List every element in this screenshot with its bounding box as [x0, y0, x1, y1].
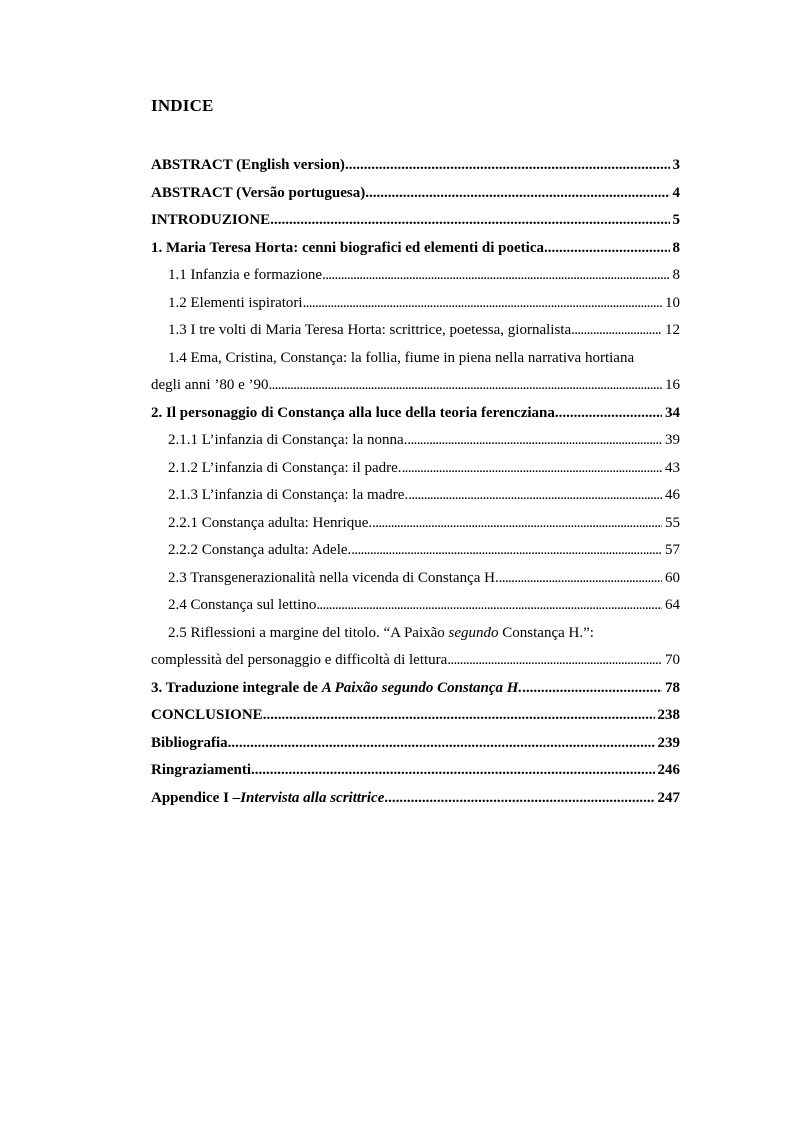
toc-entry-appendice-1: [0, 785, 793, 813]
toc-page-number: 64: [665, 597, 680, 613]
toc-entry-section-2-3: [0, 565, 793, 593]
toc-entry-abstract-portuguese: [0, 180, 793, 208]
dot-leader: [251, 757, 655, 785]
toc-entry-section-2-5-line-2: [0, 647, 793, 675]
toc-entry-text: 2.2.1 Constança adulta: Henrique.: [168, 514, 373, 531]
toc-page-number: 55: [665, 514, 680, 531]
toc-entry-text: Bibliografia: [151, 734, 228, 751]
toc-entry-ringraziamenti: [0, 757, 793, 785]
toc-page-number: 8: [672, 239, 680, 256]
toc-entry-text: 1.3 I tre volti di Maria Teresa Horta: scrittrice, poetessa, giornalista: [168, 322, 572, 338]
toc-page-number: 39: [665, 432, 680, 448]
toc-entry-text-italic: Intervista alla scrittrice: [240, 789, 385, 806]
dot-leader: [384, 785, 654, 813]
toc-entry-text: ABSTRACT (English version): [151, 157, 345, 173]
dot-leader: [263, 702, 655, 730]
dot-leader: [571, 317, 662, 345]
dot-leader: [303, 290, 662, 318]
toc-entry-conclusione: [0, 702, 793, 730]
toc-entry-section-2-2-2: [0, 537, 793, 565]
toc-entry-text-part: Constança H.”:: [498, 624, 594, 641]
dot-leader: [447, 647, 662, 675]
toc-entry-section-2-5-line-1: [0, 620, 793, 648]
dot-leader: [345, 152, 670, 180]
dot-leader: [522, 675, 662, 703]
dot-leader: [402, 455, 662, 483]
toc-entry-section-1-1: [0, 262, 793, 290]
toc-entry-text: ABSTRACT (Versão portuguesa): [151, 184, 366, 201]
toc-page-number: 10: [665, 294, 680, 311]
toc-entry-section-2-2-1: [0, 510, 793, 538]
toc-entry-text: [168, 620, 594, 648]
toc-page-number: 34: [665, 404, 680, 421]
toc-entry-introduzione: [0, 207, 793, 235]
toc-page-number: 70: [665, 652, 680, 668]
toc-page-number: 238: [657, 707, 680, 723]
toc-entry-text: 2.3 Transgenerazionalità nella vicenda di Constança H.: [168, 569, 499, 586]
toc-entry-text: 2. Il personaggio di Constança alla luce della teoria ferencziana: [151, 404, 555, 421]
toc-entry-text-part: 2.5 Riflessioni a margine del titolo. “A Paixão: [168, 624, 449, 641]
toc-entry-text: INTRODUZIONE: [151, 212, 271, 228]
dot-leader: [407, 427, 662, 455]
toc-entry-text: 1.1 Infanzia e formazione: [168, 267, 323, 283]
toc-entry-text: 2.1.3 L’infanzia di Constança: la madre.: [168, 487, 409, 503]
toc-entry-section-1-2: [0, 290, 793, 318]
toc-entry-text: CONCLUSIONE: [151, 707, 263, 723]
page-title: INDICE: [151, 96, 214, 115]
toc-entry-chapter-1: [0, 235, 793, 263]
toc-entry-chapter-3: [0, 675, 793, 703]
toc-page-number: 43: [665, 459, 680, 476]
toc-entry-text: 2.2.2 Constança adulta: Adele.: [168, 542, 352, 558]
dot-leader: [372, 510, 662, 538]
toc-entry-text-italic: A Paixão segundo Constança H.: [321, 679, 523, 696]
toc-entry-section-1-4-line-2: [0, 372, 793, 400]
toc-entry-section-2-1-1: [0, 427, 793, 455]
dot-leader: [555, 400, 662, 428]
toc-entry-text-continued: complessità del personaggio e difficoltà di lettura: [151, 652, 448, 668]
toc-entry-text-continued: degli anni ’80 e ’90: [151, 377, 269, 393]
toc-entry-text: 2.1.1 L’infanzia di Constança: la nonna.: [168, 432, 408, 448]
toc-entry-abstract-english: [0, 152, 793, 180]
toc-entry-text: 2.4 Constança sul lettino: [168, 597, 317, 613]
toc-page-number: 247: [657, 789, 680, 806]
toc-entry-chapter-2: [0, 400, 793, 428]
toc-page-number: 8: [672, 267, 680, 283]
toc-entry-section-1-4-line-1: [0, 345, 793, 373]
toc-page-number: 239: [657, 734, 680, 751]
toc-entry-text-part: Appendice I –: [151, 789, 241, 806]
toc-entry-section-2-4: [0, 592, 793, 620]
toc-entry-text-part: 3. Traduzione integrale de: [151, 679, 322, 696]
dot-leader: [228, 730, 655, 758]
toc-page-number: 5: [672, 212, 680, 228]
toc-page-number: 78: [665, 679, 680, 696]
toc-entry-text-italic: segundo: [448, 624, 499, 641]
toc-entry-text: [151, 675, 522, 703]
toc-entry-section-2-1-2: [0, 455, 793, 483]
dot-leader: [270, 207, 669, 235]
dot-leader: [544, 235, 670, 263]
toc-entry-text: Ringraziamenti: [151, 762, 251, 778]
toc-page-number: 3: [672, 157, 680, 173]
dot-leader: [499, 565, 662, 593]
dot-leader: [268, 372, 662, 400]
toc-page-number: 16: [665, 377, 680, 393]
toc-page-number: 12: [665, 322, 680, 338]
dot-leader: [316, 592, 662, 620]
dot-leader: [365, 180, 669, 208]
table-of-contents: [0, 152, 793, 812]
dot-leader: [408, 482, 662, 510]
toc-entry-section-2-1-3: [0, 482, 793, 510]
toc-entry-section-1-3: [0, 317, 793, 345]
toc-entry-text: 1.4 Ema, Cristina, Constança: la follia, fiume in piena nella narrativa hortiana: [168, 349, 635, 366]
toc-entry-text: [151, 785, 384, 813]
toc-entry-text: 1. Maria Teresa Horta: cenni biografici ed elementi di poetica: [151, 239, 544, 256]
toc-entry-text: 2.1.2 L’infanzia di Constança: il padre.: [168, 459, 402, 476]
toc-entry-text: 1.2 Elementi ispiratori: [168, 294, 303, 311]
toc-page-number: 60: [665, 569, 680, 586]
toc-page-number: 246: [657, 762, 680, 778]
dot-leader: [322, 262, 669, 290]
toc-page-number: 4: [672, 184, 680, 201]
dot-leader: [351, 537, 662, 565]
toc-entry-bibliografia: [0, 730, 793, 758]
toc-page-number: 46: [665, 487, 680, 503]
toc-page-number: 57: [665, 542, 680, 558]
